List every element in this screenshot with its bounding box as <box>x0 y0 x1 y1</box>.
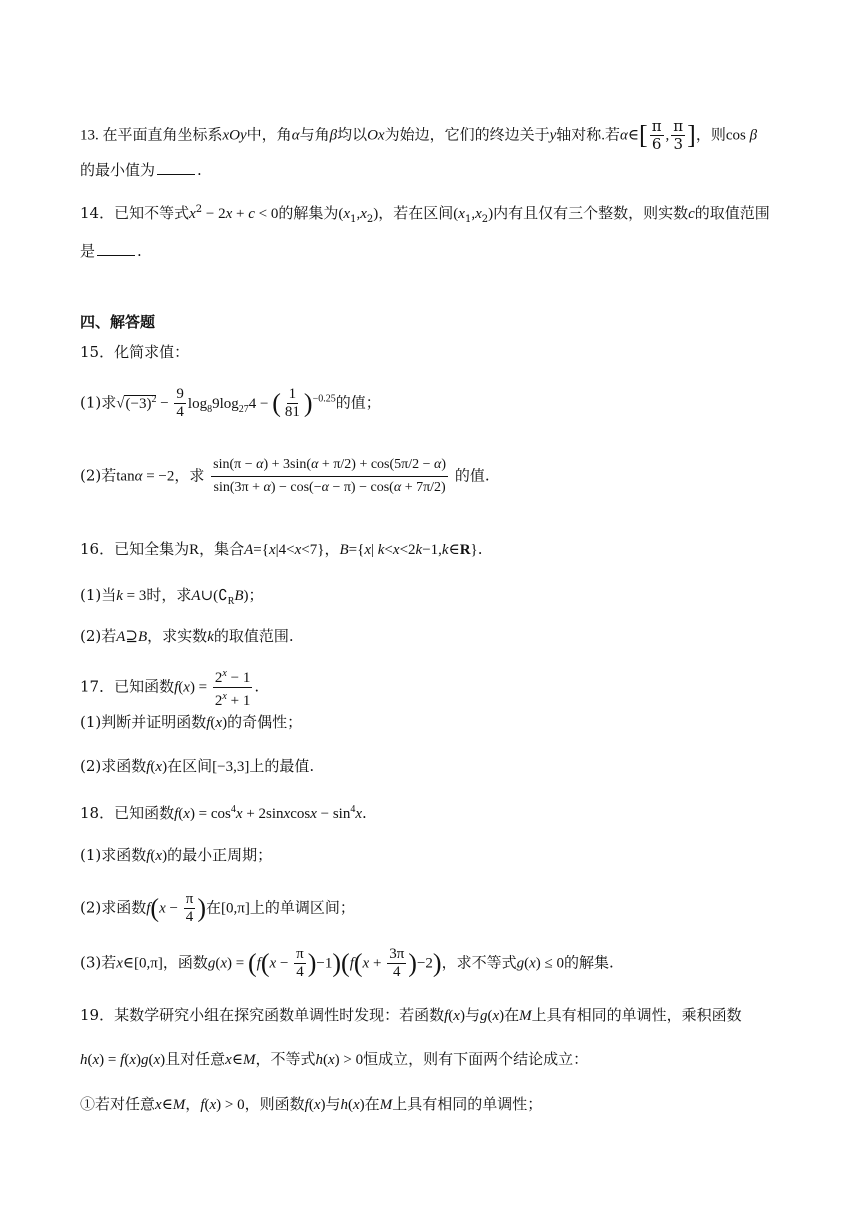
q13-line1: 13. 在平面直角坐标系xOy中，角α与角β均以Ox为始边，它们的终边关于y轴对称.若α∈[ $\frac{\pi}{6}$ , $\frac{\pi}{3}$ ]，则cos β <box>80 117 758 153</box>
q18-part2: (2)求函数f(x − $\frac{\pi}{4}$ )在[0,π]上的单调区间； <box>80 891 355 925</box>
q17-part1: (1)判断并证明函数f(x)的奇偶性； <box>80 713 303 731</box>
q14-line1: 14．已知不等式$x^2 - 2x + c < 0$的解集为$(x_1,x_2)$，若在区间$(x_1,x_2)$内有且仅有三个整数，则实数c的取值范围 <box>80 204 770 225</box>
q17-stem: 17．已知函数f(x) = $\frac{2^x - 1}{2^x + 1}$ . <box>80 665 259 710</box>
q19-line3: ①若对任意x∈M，f(x) > 0，则函数f(x)与h(x)在M上具有相同的单调性； <box>80 1095 543 1113</box>
q14-line2: 是 . <box>80 242 142 260</box>
section-heading: 四、解答题 <box>80 313 156 331</box>
q17-part2: (2)求函数f(x)在区间[−3,3]上的最值. <box>80 757 315 775</box>
q16-stem: 16．已知全集为R，集合A={x|4<x<7}，B={x| k<x<2k−1,k∈R}. <box>80 540 483 558</box>
q15-part1: (1)求$√(-3)^2$ − $\frac{9}{4}$ $\log_89\log_{27}4$ − ( $\frac{1}{81}$ )$^{-0.25}$的值； <box>80 386 381 420</box>
q19-line2: h(x) = f(x)g(x)且对任意x∈M，不等式h(x) > 0恒成立，则有下面两个结论成立： <box>80 1050 589 1068</box>
q16-part2: (2)若A⊇B，求实数k的取值范围. <box>80 627 294 645</box>
q15-part2: (2)若tanα = −2，求 $\frac{\sin(\pi - \alpha) + 3\sin(\alpha + \pi/2) + \cos(5\pi/2 - \alpha)}{\sin(3\pi + \alpha) - \cos(-\alpha - \pi) - \cos(\alpha + 7\pi/2)}$ 的值. <box>80 454 490 499</box>
q19-line1: 19．某数学研究小组在探究函数单调性时发现：若函数f(x)与g(x)在M上具有相同的单调性，乘积函数 <box>80 1006 742 1024</box>
q13-line2: 的最小值为 . <box>80 161 202 179</box>
q16-part1: (1)当k = 3时，求$A\cup(∁_RB)$； <box>80 586 264 607</box>
q18-part3: (3)若x∈[0,π]，函数g(x) = (f(x − $\frac{\pi}{4}$ )−1)(f(x + $\frac{3\pi}{4}$ )−2)，求不等式g(x) ≤ 0的解集. <box>80 946 614 980</box>
q18-part1: (1)求函数f(x)的最小正周期； <box>80 846 273 864</box>
q18-stem: 18．已知函数$f(x) = \cos^4x$ + 2sinxcosx − $\sin^4x$. <box>80 804 367 822</box>
q15-stem: 15．化简求值： <box>80 343 190 361</box>
